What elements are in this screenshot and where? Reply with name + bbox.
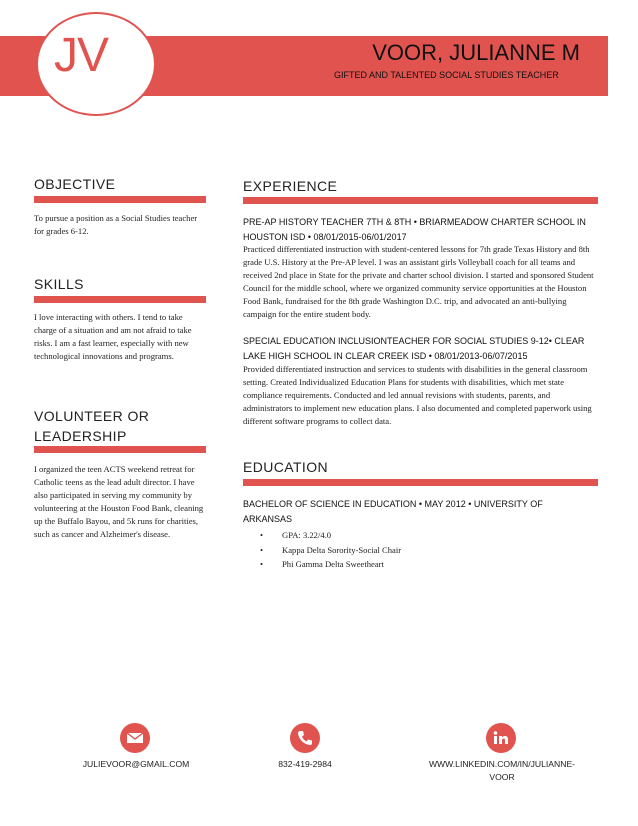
monogram-circle <box>36 12 156 116</box>
job-description: Practiced differentiated instruction with student-centered lessons for 7th grade Texas History and 8th grade U.S. History at the Pre-AP level. I was an assistant girls Volleyball coach for all teams and received 2nd place in State for the private and charter school division. I started and sponsored Student Council for the middle school, where we organized community service opportunities at the Houston Food Bank, fundraised for the 8th grade Washington D.C. trip, and advocated an anti-bullying campaign for the entire student body. <box>243 244 594 319</box>
phone-icon <box>290 723 320 753</box>
volunteer-title-line1: VOLUNTEER OR <box>34 408 150 424</box>
job-description: Provided differentiated instruction and services to students with disabilities in the general classroom setting. Created Individualized Education Plans for students with disabilities, which met state compliance requirements. Conducted and led annual revisions with students, parents, and administrators to implement new education plans. I also documented and completed paperwork using different software programs to collect data. <box>243 364 592 426</box>
job-heading-line2: LAKE HIGH SCHOOL IN CLEAR CREEK ISD • 08/01/2013-06/07/2015 <box>243 351 528 361</box>
experience-title: EXPERIENCE <box>243 178 338 194</box>
linkedin-icon <box>486 723 516 753</box>
candidate-name: VOOR, JULIANNE M <box>372 40 580 65</box>
objective-title: OBJECTIVE <box>34 176 116 192</box>
degree-heading-line1: BACHELOR OF SCIENCE IN EDUCATION • MAY 2012 • UNIVERSITY OF <box>243 499 543 509</box>
phone-text[interactable]: 832-419-2984 <box>278 759 332 769</box>
list-item: • Kappa Delta Sorority-Social Chair <box>258 543 401 558</box>
candidate-tagline: GIFTED AND TALENTED SOCIAL STUDIES TEACHER <box>334 70 559 80</box>
experience-rule <box>243 197 598 204</box>
job-heading <box>243 334 603 364</box>
education-rule <box>243 479 598 486</box>
linkedin-text-line1: WWW.LINKEDIN.COM/IN/JULIANNE- <box>428 759 576 769</box>
job-heading <box>243 215 603 245</box>
volunteer-title <box>34 406 149 446</box>
email-icon <box>120 723 150 753</box>
job-heading-line1: SPECIAL EDUCATION INCLUSIONTEACHER FOR SOCIAL STUDIES 9-12• CLEAR <box>243 336 585 346</box>
linkedin-text-line2: VOOR <box>489 772 515 782</box>
job-heading-line1: PRE-AP HISTORY TEACHER 7TH & 8TH • BRIARMEADOW CHARTER SCHOOL IN <box>243 217 586 227</box>
education-bullets <box>258 528 401 572</box>
skills-title: SKILLS <box>34 276 84 292</box>
linkedin-text[interactable] <box>412 758 592 784</box>
degree-heading <box>243 497 603 527</box>
skills-rule <box>34 296 206 303</box>
degree-heading-line2: ARKANSAS <box>243 514 293 524</box>
volunteer-title-line2: LEADERSHIP <box>34 428 127 444</box>
objective-rule <box>34 196 206 203</box>
list-item: • GPA: 3.22/4.0 <box>258 528 401 543</box>
list-item: • Phi Gamma Delta Sweetheart <box>258 557 401 572</box>
skills-text: I love interacting with others. I tend to take charge of a situation and am not afraid to take risks. I am a fast learner, especially with new technological innovations and programs. <box>34 312 192 361</box>
education-title: EDUCATION <box>243 459 329 475</box>
monogram-initials: JV <box>54 29 109 82</box>
objective-text: To pursue a position as a Social Studies teacher for grades 6-12. <box>34 213 198 236</box>
volunteer-rule <box>34 446 206 453</box>
email-text[interactable]: JULIEVOOR@GMAIL.COM <box>82 759 190 769</box>
volunteer-text: I organized the teen ACTS weekend retreat for Catholic teens as the lead adult director. I have also participated in serving my community by volunteering at the Houston Food Bank, cleaning up the Buffalo Bayou, and 5k runs for charities, such as cancer and Alzheimer's disease. <box>34 464 204 539</box>
job-heading-line2: HOUSTON ISD • 08/01/2015-06/01/2017 <box>243 232 407 242</box>
